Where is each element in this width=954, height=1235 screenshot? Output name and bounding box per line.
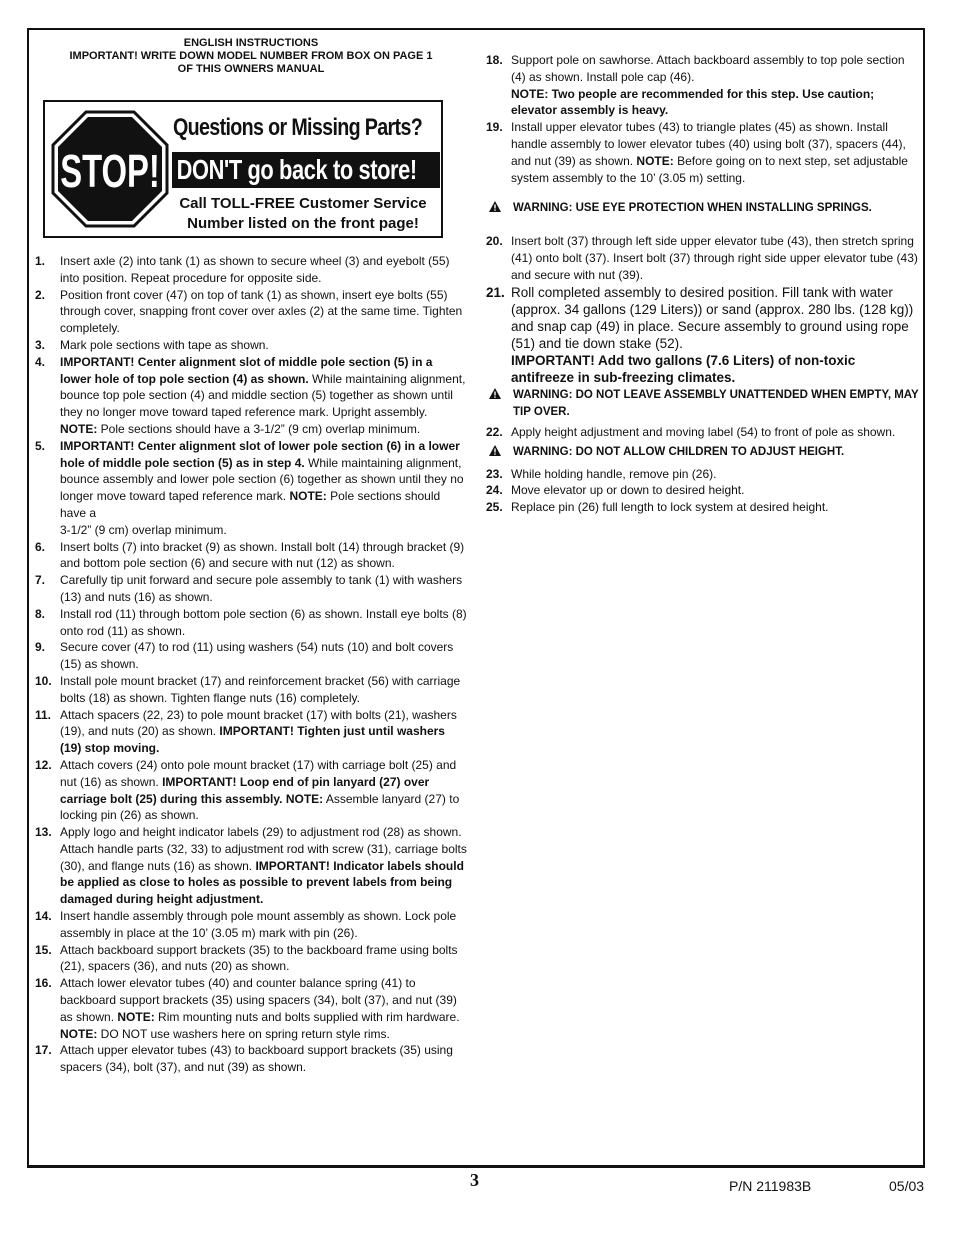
warning-notice [486, 387, 920, 421]
step-emphasis-text: IMPORTANT! Indicator labels should be applied as close to holes as possible to prevent labels from being damaged during height adjustment. [60, 858, 464, 907]
step-text: Before going on to next step, set adjustable system assembly to the 10’ (3.05 m) setting. [511, 153, 908, 185]
step-text: Mark pole sections with tape as shown. [60, 337, 269, 352]
step-body [511, 466, 920, 483]
instruction-step [35, 639, 467, 673]
instruction-step [35, 606, 467, 640]
step-number: 23. [486, 466, 503, 481]
instructions-header [33, 37, 469, 76]
dont-return-text: DON'T go back to store! [176, 154, 417, 185]
stop-notice-box [43, 100, 443, 238]
step-number: 6. [35, 539, 46, 554]
warning-triangle-icon [486, 200, 513, 219]
step-number: 2. [35, 287, 46, 302]
step-emphasis-text: IMPORTANT! Center alignment slot of lower pole section (6) in a lower hole of middle pole section (5) as in step 4. [60, 438, 460, 470]
step-text: Rim mounting nuts and bolts supplied with rim hardware. [154, 1009, 460, 1024]
call-customer-service [173, 194, 433, 234]
warning-notice [486, 200, 920, 219]
step-body [60, 253, 467, 287]
step-text: Insert bolts (7) into bracket (9) as shown. Install bolt (14) through bracket (9) and bottom pole section (6) and secure with nut (12) as shown. [60, 539, 465, 571]
instruction-step [35, 1042, 467, 1076]
step-body [60, 757, 467, 824]
stop-word: STOP! [60, 146, 160, 198]
step-text: Attach backboard support brackets (35) to the backboard frame using bolts (21), spacers (36), and nuts (20) as shown. [60, 942, 458, 974]
instruction-step [486, 52, 920, 119]
step-body [60, 606, 467, 640]
step-number: 25. [486, 500, 503, 515]
step-number: 14. [35, 909, 52, 924]
instruction-step [486, 233, 920, 283]
warning-triangle-icon [486, 387, 513, 406]
step-text: Attach covers (24) onto pole mount bracket (17) with carriage bolt (25) and nut (16) as shown. [60, 757, 457, 789]
step-number: 21. [486, 284, 505, 300]
warning-notice [486, 444, 920, 463]
step-number: 12. [35, 757, 52, 772]
step-text: Apply logo and height indicator labels (29) to adjustment rod (28) as shown. Attach handle parts (32, 33) to adjustment rod with screw (31), carriage bolts (30), and flange nuts (16) as shown. [60, 825, 467, 873]
page-number: 3 [470, 1170, 479, 1190]
part-number: P/N 211983B [729, 1178, 812, 1194]
step-text: Roll completed assembly to desired position. Fill tank with water (approx. 34 gallons (129 Liters)) or sand (approx. 280 lbs. (128 kg)) and snap cap (49) in place. Secure assembly to ground using rope (51) and tie down stake (52). [511, 284, 914, 351]
step-number: 5. [35, 438, 46, 453]
instruction-step [486, 424, 920, 441]
step-text: Install pole mount bracket (17) and reinforcement bracket (56) with carriage bolts (18) as shown. Tighten flange nuts (16) completely. [60, 673, 461, 705]
instruction-step [35, 572, 467, 606]
step-text: Install upper elevator tubes (43) to triangle plates (45) as shown. Install handle assembly to lower elevator tubes (40) using bolt (37), spacers (44), and nut (39) as shown. [511, 120, 906, 168]
dont-return-banner [172, 152, 440, 188]
step-body [511, 52, 920, 119]
header-important-line-2: OF THIS OWNERS MANUAL [177, 63, 325, 75]
step-number: 7. [35, 573, 46, 588]
warning-text: WARNING: USE EYE PROTECTION WHEN INSTALLING SPRINGS. [513, 202, 872, 215]
step-body [60, 539, 467, 573]
revision-date: 05/03 [889, 1178, 925, 1194]
step-body [511, 499, 920, 516]
step-text: Move elevator up or down to desired height. [511, 483, 745, 498]
step-number: 16. [35, 976, 52, 991]
step-text: Insert axle (2) into tank (1) as shown to secure wheel (3) and eyebolt (55) into position. Repeat procedure for opposite side. [60, 254, 450, 285]
step-number: 4. [35, 354, 46, 369]
step-body [60, 572, 467, 606]
step-emphasis-text: IMPORTANT! Tighten just until washers (19) stop moving. [60, 724, 445, 756]
step-body [60, 287, 467, 337]
step-number: 19. [486, 120, 503, 135]
instruction-step [35, 253, 467, 287]
step-text: While maintaining alignment, bounce assembly and lower pole section (6) together as shown until they no longer move toward taped reference mark. [60, 455, 464, 504]
step-number: 11. [35, 707, 52, 722]
step-body [60, 908, 467, 942]
step-body [511, 233, 920, 283]
step-number: 8. [35, 606, 46, 621]
step-body [60, 824, 467, 908]
instruction-step [35, 673, 467, 707]
step-text: Install rod (11) through bottom pole section (6) as shown. Install eye bolts (8) onto rod (11) as shown. [60, 606, 467, 638]
instructions-right-column [486, 52, 920, 516]
step-text: Attach upper elevator tubes (43) to backboard support brackets (35) using spacers (34), bolt (37), and nut (39) as shown. [60, 1043, 453, 1075]
step-emphasis-text: NOTE: [60, 1026, 98, 1041]
step-text: Pole sections should have a 3-1/2” (9 cm) overlap minimum. [97, 421, 421, 436]
questions-heading: Questions or Missing Parts? [173, 114, 423, 141]
step-text: While maintaining alignment, bounce top pole section (4) and middle section (5) together as shown until they no longer move toward taped reference mark. Upright assembly. [60, 371, 466, 420]
step-number: 13. [35, 825, 52, 840]
instruction-step [35, 942, 467, 976]
step-text: Attach lower elevator tubes (40) and counter balance spring (41) to backboard support brackets (35) using spacers (34), bolt (37), and nut (39) as shown. [60, 976, 457, 1024]
step-text: Replace pin (26) full length to lock system at desired height. [511, 500, 829, 515]
instruction-step [35, 354, 467, 438]
step-emphasis-text: NOTE: [117, 1009, 155, 1024]
step-number: 15. [35, 942, 52, 957]
step-text: Assemble lanyard (27) to locking pin (26) as shown. [60, 791, 460, 823]
step-body [60, 975, 467, 1042]
step-body [60, 438, 467, 539]
step-emphasis-text: IMPORTANT! Add two gallons (7.6 Liters) of non-toxic antifreeze in sub-freezing climates. [511, 352, 856, 385]
step-number: 1. [35, 254, 46, 268]
step-body [60, 354, 467, 438]
step-emphasis-text: IMPORTANT! Loop end of pin lanyard (27) over carriage bolt (25) during this assembly. NOTE: [60, 774, 430, 806]
step-body [60, 1042, 467, 1076]
header-important-line: IMPORTANT! WRITE DOWN MODEL NUMBER FROM BOX ON PAGE 1 [69, 50, 433, 62]
instruction-step [35, 975, 467, 1042]
instruction-step [486, 466, 920, 483]
step-body [60, 707, 467, 757]
step-body [60, 337, 467, 354]
step-emphasis-text: IMPORTANT! Center alignment slot of middle pole section (5) in a lower hole of top pole section (4) as shown. [60, 354, 433, 386]
step-text: Carefully tip unit forward and secure pole assembly to tank (1) with washers (13) and nuts (16) as shown. [60, 573, 463, 604]
instruction-step [486, 499, 920, 516]
step-body [60, 639, 467, 673]
instruction-step [35, 539, 467, 573]
call-line-2: Number listed on the front page! [187, 215, 419, 232]
call-line-1: Call TOLL-FREE Customer Service [179, 195, 427, 212]
step-text: DO NOT use washers here on spring return style rims. [97, 1026, 390, 1041]
step-text: Insert handle assembly through pole mount assembly as shown. Lock pole assembly in place at the 10’ (3.05 m) mark with pin (26). [60, 909, 457, 940]
step-text: Support pole on sawhorse. Attach backboard assembly to top pole section (4) as shown. Install pole cap (46). [511, 53, 905, 84]
step-emphasis-text: NOTE: [60, 421, 98, 436]
step-number: 10. [35, 673, 52, 688]
instruction-step [35, 707, 467, 757]
step-text: Pole sections should have a [60, 489, 441, 520]
warning-triangle-icon [486, 444, 513, 463]
step-number: 24. [486, 483, 503, 498]
step-body [60, 942, 467, 976]
step-number: 9. [35, 640, 46, 655]
warning-text: WARNING: DO NOT LEAVE ASSEMBLY UNATTENDED WHEN EMPTY, MAY TIP OVER. [513, 388, 919, 418]
step-text: While holding handle, remove pin (26). [511, 466, 717, 481]
step-text: Apply height adjustment and moving label (54) to front of pole as shown. [511, 424, 896, 439]
instruction-step [486, 119, 920, 186]
step-body [60, 673, 467, 707]
step-number: 3. [35, 337, 46, 352]
step-emphasis-text: NOTE: [636, 153, 674, 168]
instruction-step [35, 908, 467, 942]
instruction-step [486, 284, 920, 386]
step-body [511, 119, 920, 186]
step-emphasis-text: NOTE: [289, 489, 327, 504]
step-number: 22. [486, 424, 503, 439]
step-text: 3-1/2” (9 cm) overlap minimum. [60, 522, 227, 537]
step-text: Attach spacers (22, 23) to pole mount bracket (17) with bolts (21), washers (19), and nuts (20) as shown. [60, 707, 457, 739]
header-title: ENGLISH INSTRUCTIONS [183, 37, 319, 49]
step-body [511, 424, 920, 441]
instructions-left-column [35, 253, 467, 1076]
step-text: Insert bolt (37) through left side upper elevator tube (43), then stretch spring (41) onto bolt (37). Insert bolt (37) through right side upper elevator tube (43) and secure with nut (39). [511, 234, 918, 282]
instruction-step [35, 337, 467, 354]
instruction-step [486, 482, 920, 499]
step-number: 18. [486, 53, 503, 67]
instruction-step [35, 757, 467, 824]
instruction-step [35, 287, 467, 337]
step-number: 20. [486, 234, 503, 249]
instruction-step [35, 824, 467, 908]
step-text: Position front cover (47) on top of tank (1) as shown, insert eye bolts (55) through cover, snapping front cover over axles (2) at the same time. Tighten completely. [60, 287, 463, 336]
warning-text: WARNING: DO NOT ALLOW CHILDREN TO ADJUST HEIGHT. [513, 445, 845, 458]
step-body [511, 284, 920, 386]
instruction-step [35, 438, 467, 539]
step-number: 17. [35, 1043, 52, 1058]
stop-sign-icon [51, 110, 169, 228]
step-text: Secure cover (47) to rod (11) using washers (54) nuts (10) and bolt covers (15) as shown. [60, 640, 454, 672]
step-emphasis-text: NOTE: Two people are recommended for this step. Use caution; elevator assembly is heavy. [511, 86, 875, 118]
step-body [511, 482, 920, 499]
